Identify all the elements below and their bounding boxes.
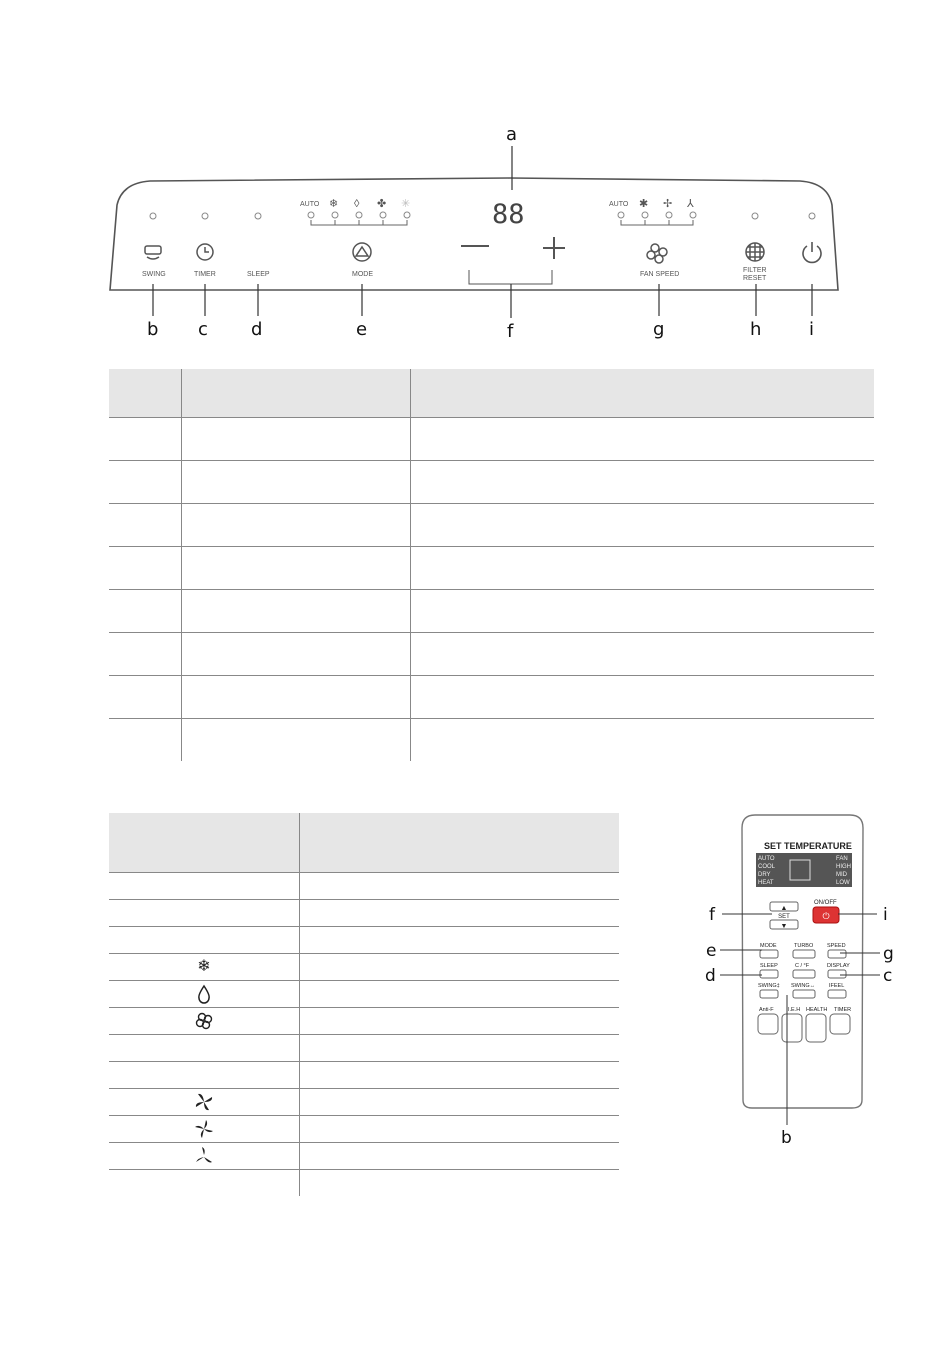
snowflake-icon: ❄ (329, 198, 339, 210)
table-header (109, 369, 182, 418)
callout-g: g (653, 319, 665, 340)
svg-text:▲: ▲ (780, 905, 788, 912)
svg-text:C / °F: C / °F (795, 963, 810, 969)
heat-icon: ✳ (401, 198, 411, 210)
table-row (109, 633, 874, 676)
table-cell (109, 418, 182, 461)
fan-speed-label: FAN SPEED (640, 271, 680, 278)
svg-text:HEALTH: HEALTH (806, 1007, 828, 1013)
mode-label: MODE (352, 271, 373, 278)
table-row (109, 1143, 619, 1170)
table-row (109, 873, 619, 900)
fan-auto-label: AUTO (609, 201, 629, 208)
table-cell (300, 1143, 620, 1170)
svg-text:SWING↔: SWING↔ (791, 983, 816, 989)
callout-e: e (356, 319, 368, 340)
callout-h: h (750, 319, 762, 340)
table-cell (109, 461, 182, 504)
table-cell (109, 633, 182, 676)
table-cell (300, 1170, 620, 1197)
table-row (109, 1062, 619, 1089)
svg-text:SPEED: SPEED (827, 943, 846, 949)
filter-reset-label-2: RESET (743, 275, 767, 282)
panel-outline (110, 178, 838, 290)
fan-high-icon (194, 1092, 214, 1112)
svg-text:HEAT: HEAT (758, 880, 774, 886)
table-cell (300, 1062, 620, 1089)
fan-low-icon (194, 1146, 214, 1166)
table-cell (182, 504, 411, 547)
remote-control-diagram (700, 810, 900, 1155)
table-cell (300, 900, 620, 927)
table-cell (411, 461, 875, 504)
droplet-icon: ◊ (354, 198, 360, 210)
svg-text:▼: ▼ (780, 923, 788, 930)
snowflake-icon: ❄ (197, 958, 211, 975)
table-row (109, 504, 874, 547)
fan-mid-icon: ✢ (663, 198, 673, 210)
table-cell (182, 719, 411, 762)
table-header (182, 369, 411, 418)
indicator-table (109, 813, 619, 1196)
table-cell (411, 504, 875, 547)
remote-callout-e: e (706, 941, 717, 961)
callout-a: a (506, 124, 518, 145)
sleep-label: SLEEP (247, 271, 270, 278)
table-cell (182, 418, 411, 461)
svg-text:SLEEP: SLEEP (760, 963, 778, 969)
svg-text:MODE: MODE (760, 943, 777, 949)
control-panel-diagram (0, 0, 950, 360)
table-cell (300, 873, 620, 900)
table-cell (411, 418, 875, 461)
table-row (109, 1089, 619, 1116)
table-row (109, 900, 619, 927)
table-header (411, 369, 875, 418)
table-cell (182, 461, 411, 504)
table-row (109, 719, 874, 762)
table-cell (411, 633, 875, 676)
table-cell (109, 676, 182, 719)
callout-b: b (147, 319, 159, 340)
table-cell (109, 504, 182, 547)
svg-text:SET: SET (778, 914, 790, 920)
table-row (109, 981, 619, 1008)
fan-icon: ✤ (377, 198, 387, 210)
table-row (109, 418, 874, 461)
table-cell (411, 719, 875, 762)
table-cell (300, 954, 620, 981)
svg-text:HIGH: HIGH (836, 864, 851, 870)
table-cell (109, 719, 182, 762)
fan-low-icon: ⅄ (687, 198, 694, 210)
swing-label: SWING (142, 271, 166, 278)
table-header-row (109, 813, 619, 873)
callout-f: f (507, 321, 514, 342)
remote-callout-g: g (883, 944, 894, 964)
table-cell (182, 590, 411, 633)
svg-text:FAN: FAN (836, 856, 848, 862)
table-row (109, 1035, 619, 1062)
svg-text:Anti-F: Anti-F (759, 1007, 774, 1013)
table-row (109, 590, 874, 633)
table-row (109, 1170, 619, 1197)
table-cell (411, 676, 875, 719)
timer-label: TIMER (194, 271, 216, 278)
fan-mid-icon (194, 1119, 214, 1139)
svg-text:TURBO: TURBO (794, 943, 814, 949)
table-header (300, 813, 620, 873)
table-cell (300, 927, 620, 954)
table-cell (300, 1116, 620, 1143)
svg-text:IFEEL: IFEEL (829, 983, 845, 989)
filter-reset-label-1: FILTER (743, 267, 767, 274)
table-row (109, 954, 619, 981)
table-cell (182, 633, 411, 676)
table-row (109, 461, 874, 504)
svg-text:I.E.H: I.E.H (788, 1007, 801, 1013)
remote-callout-i: i (883, 905, 888, 925)
svg-text:LOW: LOW (836, 880, 850, 886)
remote-callout-b: b (781, 1128, 792, 1148)
table-row (109, 927, 619, 954)
table-row (109, 1008, 619, 1035)
callout-i: i (809, 319, 815, 340)
fan-icon (194, 1011, 214, 1031)
table-cell (411, 590, 875, 633)
svg-text:ON/OFF: ON/OFF (814, 900, 837, 906)
remote-callout-f: f (709, 905, 715, 925)
table-cell (109, 590, 182, 633)
temperature-display: 88 (492, 199, 525, 230)
svg-text:⏻: ⏻ (822, 911, 830, 921)
filter-icon (746, 243, 764, 261)
table-cell (109, 547, 182, 590)
svg-text:MID: MID (836, 872, 847, 878)
table-header-row (109, 369, 874, 418)
table-cell (411, 547, 875, 590)
remote-callout-c: c (883, 966, 893, 986)
table-cell (300, 981, 620, 1008)
table-cell (182, 547, 411, 590)
svg-text:TIMER: TIMER (834, 1007, 852, 1013)
droplet-icon (194, 984, 214, 1004)
table-cell (300, 1008, 620, 1035)
svg-text:DISPLAY: DISPLAY (827, 963, 850, 969)
table-cell (300, 1035, 620, 1062)
callout-d: d (251, 319, 263, 340)
fan-high-icon: ✱ (639, 198, 649, 210)
table-header (109, 813, 300, 873)
svg-text:DRY: DRY (758, 872, 771, 878)
remote-callout-d: d (705, 966, 716, 986)
controls-table (109, 369, 874, 761)
callout-c: c (198, 319, 208, 340)
remote-title: SET TEMPERATURE (764, 841, 852, 851)
table-row (109, 547, 874, 590)
table-cell (300, 1089, 620, 1116)
svg-text:SWING‡: SWING‡ (758, 983, 780, 989)
mode-auto-label: AUTO (300, 201, 320, 208)
svg-text:COOL: COOL (758, 864, 776, 870)
svg-text:AUTO: AUTO (758, 856, 775, 862)
table-cell (182, 676, 411, 719)
table-row (109, 676, 874, 719)
table-row (109, 1116, 619, 1143)
